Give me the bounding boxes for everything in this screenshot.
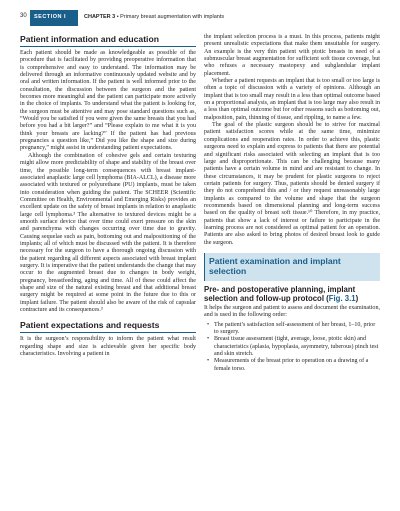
paragraph: Each patient should be made as knowledgeable as possible of the procedure that is facilitated by providing preoperative information that is comprehensive and easy to understand. The information may be delivered through an informative continuously updated website and by oral and written information. If the patient is well informed prior to the consultation, the discussion between the surgeon and the patient becomes more meaningful and the patient can participate more actively in the choice of implants. To understand what the patient is looking for, the surgeon must be attentive and may pose standard questions such as, “Would you be satisfied if you were given the same breasts that you had before you had a bit larger?” and “Please explain to me what it is you think your breasts are lacking?” If the patient has had previous pregnancies a question like,” Did you like the shape and size during pregnancy,” might assist in understanding patient expectations. bbox=[20, 50, 196, 152]
page-number: 30 bbox=[20, 13, 27, 19]
chapter-number: CHAPTER 3 bbox=[84, 14, 116, 20]
heading-patient-information: Patient information and education bbox=[20, 34, 159, 44]
heading-patient-expectations: Patient expectations and requests bbox=[20, 320, 160, 331]
section-label: SECTION I bbox=[34, 14, 67, 20]
chapter-heading bbox=[84, 14, 224, 20]
header-separator: • bbox=[116, 14, 119, 20]
subheading-text: Pre- and postoperative planning, implant selection and follow-up protocol ( bbox=[204, 284, 356, 303]
paragraph: It is the surgeon’s responsibility to inform the patient what result regarding shape and size is achievable given her specific body characteristics. Involving a patient in bbox=[20, 336, 196, 358]
paragraph: It helps the surgeon and patient to assess and document the examination, and is used in the following order: bbox=[204, 304, 380, 319]
subheading-planning bbox=[204, 285, 380, 303]
paragraph: the implant selection process is a must. In this process, patients might present unrealistic expectations that make them unsuitable for surgery. An example is the very thin patient with ptotic breasts in need of a submuscular breast augmentation for sufficient soft tissue coverage, but who refuses a necessary mastopexy and subglandular implant placement. bbox=[204, 34, 380, 77]
chapter-title: Primary breast augmentation with implants bbox=[120, 14, 225, 20]
section-box bbox=[204, 253, 380, 281]
right-column bbox=[204, 34, 380, 373]
running-header bbox=[0, 10, 400, 26]
paragraph: Whether a patient requests an implant that is too small or too large is often a topic of discussion with a variety of opinions. Although an implant that is too small may result in a less than optimal outcome based on a proportional analysis, an implant that is too large may also result in a less than optimal outcome but for other reasons such as bottoming out, malposition, pain, thinning of tissue, and rippling, to name a few. bbox=[204, 78, 380, 121]
figure-reference-link[interactable]: Fig. 3.1 bbox=[328, 293, 356, 303]
list-item: • The patient’s satisfaction self-assessment of her breast, 1–10, prior to surgery. bbox=[214, 322, 380, 337]
heading-patient-examination: Patient examination and implant selection bbox=[209, 255, 341, 276]
paragraph: The goal of the plastic surgeon should be to strive for maximal patient satisfaction scores while at the same time, minimize complications and reoperation rates. In order to achieve this, plastic surgeons need to explain and express to patients that there are potential and significant risks associated with selecting an implant that is too large and disproportionate. This can be challenging because many patients have a certain volume in mind and are resistant to change. In these circumstances, it may be prudent for plastic surgeons to reject certain patients for surgery. Thus, patients should be denied surgery if they do not comprehend this and / or they request unreasonably large implants as compared to the volume and shape that the surgeon recommends based on dimensional planning and long-term success based on the quality of breast soft tissue.¹⁰ Therefore, in my practice, patients that show a lack of interest or failure to participate in the learning process are not considered as optimal patient for an operation. Patients are also asked to bring photos of desired breast look to guide the surgeon. bbox=[204, 122, 380, 246]
heading-rule bbox=[20, 46, 196, 47]
list-item: • Breast tissue assessment (tight, average, loose, ptotic skin) and characteristics (aplasia, hypoplasia, asymmetry, tuberous) pinch test and skin stretch. bbox=[214, 336, 380, 358]
list-item: • Measurements of the breast prior to operation on a drawing of a female torso. bbox=[214, 358, 380, 373]
subheading-close: ) bbox=[355, 293, 359, 303]
left-column bbox=[20, 34, 196, 358]
bullet-list bbox=[204, 322, 380, 373]
paragraph: Although the combination of cohesive gels and certain texturing might allow more predictability of shape and stability of the breast over time, the possible long-term consequences with breast implant-associated anaplastic large cell lymphoma (BIA-ALCL), a disease more associated with textured or polyurethane (PU) implants, must be taken into consideration when guiding the patient. The SCHEER (Scientific Committee on Health, Environmental and Emerging Risks) provides an excellent update on the safety of breast implants in relation to anaplastic large cell lymphoma.³ The alternative to textured devices might be a smooth surface device that over time could exert pressure on the skin and parenchyma with changes occurring over time due to gravity. Causing sequelae such as pain, bottoming out and malpositioning of the implants; all of which must be discussed with the patient. It is therefore necessary for the surgeon to have a thorough ongoing discussion with the patient regarding all different aspects associated with breast implant surgery. It is imperative that the patient understands the change that may occur to the augmented breast due to changes in body weight, pregnancy, breastfeeding, aging and time. All of these could affect the shape and size of the natural existing breast and that additional breast surgery might be required at some point in the future due to this or implant failure. The patient should also be aware of the risk of capsular contracture and its consequences.³ bbox=[20, 152, 196, 314]
heading-rule bbox=[20, 332, 196, 333]
